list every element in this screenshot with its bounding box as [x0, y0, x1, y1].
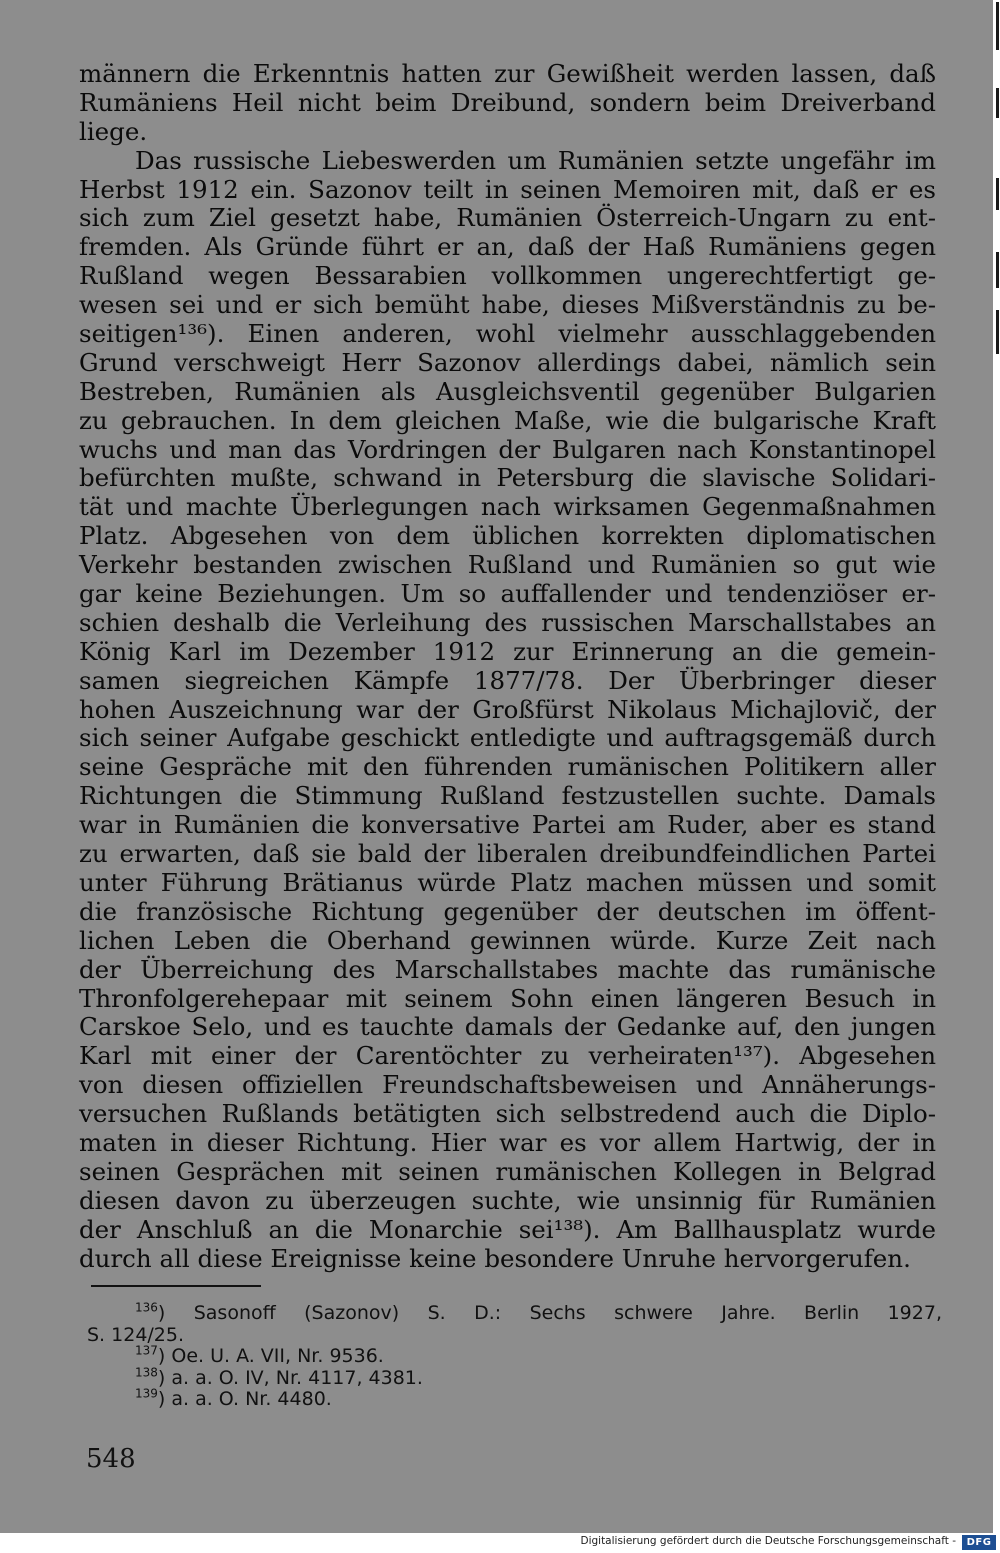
footnote-continuation: S. 124/25. — [87, 1323, 185, 1346]
footnote-number: 139 — [135, 1386, 158, 1401]
text-line: sich seiner Aufgabe geschickt entledigte und auftragsgemäß durch — [79, 723, 936, 753]
text-line: die französische Richtung gegenüber der deutschen im öffent- — [79, 896, 936, 926]
text-line: sich zum Ziel gesetzt habe, Rumänien Österreich-Ungarn zu ent- — [79, 203, 936, 233]
text-line: unter Führung Brätianus würde Platz machen müssen und somit — [79, 867, 936, 897]
text-line: von diesen offiziellen Freundschaftsbeweisen und Annäherungs- — [79, 1070, 936, 1100]
text-line: Richtungen die Stimmung Rußland festzustellen suchte. Damals — [79, 781, 936, 811]
text-line: wesen sei und er sich bemüht habe, dieses Mißverständnis zu be- — [79, 290, 936, 320]
page-number: 548 — [86, 1444, 136, 1474]
page-edge — [993, 0, 1000, 1533]
text-line: der Überreichung des Marschallstabes machte das rumänische — [79, 954, 936, 984]
text-line: zu gebrauchen. In dem gleichen Maße, wie die bulgarische Kraft — [79, 405, 936, 435]
edge-mark — [996, 310, 999, 354]
text-line: Verkehr bestanden zwischen Rußland und Rumänien so gut wie — [79, 550, 936, 580]
footnote-number: 137 — [135, 1343, 158, 1358]
edge-mark — [996, 252, 999, 288]
text-line: durch all diese Ereignisse keine besondere Unruhe hervorgerufen. — [79, 1243, 911, 1273]
text-line: Platz. Abgesehen von dem üblichen korrekten diplomatischen — [79, 521, 936, 551]
text-line: samen siegreichen Kämpfe 1877/78. Der Überbringer dieser — [79, 665, 936, 695]
text-line: lichen Leben die Oberhand gewinnen würde. Kurze Zeit nach — [79, 925, 936, 955]
text-line: Herbst 1912 ein. Sazonov teilt in seinen Memoiren mit, daß er es — [79, 174, 936, 204]
footnote-text: ) Sasonoff (Sazonov) S. D.: Sechs schwere Jahre. Berlin 1927, — [157, 1302, 942, 1324]
text-line: schien deshalb die Verleihung des russischen Marschallstabes an — [79, 607, 936, 637]
text-line: hohen Auszeichnung war der Großfürst Nikolaus Michajlovič, der — [79, 694, 936, 724]
text-line: gar keine Beziehungen. Um so auffallender und tendenziöser er- — [79, 579, 936, 609]
footnote-text: ) a. a. O. IV, Nr. 4117, 4381. — [157, 1366, 423, 1389]
text-line: fremden. Als Gründe führt er an, daß der Haß Rumäniens gegen — [79, 232, 936, 262]
text-line: Bestreben, Rumänien als Ausgleichsventil gegenüber Bulgarien — [79, 376, 936, 406]
digitization-credit: Digitalisierung gefördert durch die Deutsche Forschungsgemeinschaft - — [580, 1535, 956, 1547]
footnote-number: 136 — [135, 1300, 158, 1315]
footnote — [87, 1343, 942, 1368]
footnote — [87, 1365, 942, 1390]
dfg-logo: DFG — [962, 1535, 996, 1550]
text-line: seine Gespräche mit den führenden rumänischen Politikern aller — [79, 752, 936, 782]
text-line: seitigen¹³⁶). Einen anderen, wohl vielmehr ausschlaggebenden — [79, 319, 936, 349]
text-line: Rußland wegen Bessarabien vollkommen ungerechtfertigt ge- — [79, 261, 936, 291]
text-line: Grund verschweigt Herr Sazonov allerdings dabei, nämlich sein — [79, 347, 936, 377]
text-line: diesen davon zu überzeugen suchte, wie unsinnig für Rumänien — [79, 1185, 936, 1215]
text-line: Thronfolgerehepaar mit seinem Sohn einen längeren Besuch in — [79, 983, 936, 1013]
text-line: König Karl im Dezember 1912 zur Erinnerung an die gemein- — [79, 636, 936, 666]
text-line: maten in dieser Richtung. Hier war es vor allem Hartwig, der in — [79, 1127, 936, 1157]
text-line: versuchen Rußlands betätigten sich selbstredend auch die Diplo- — [79, 1099, 936, 1129]
text-line: liege. — [79, 116, 148, 146]
text-line: befürchten mußte, schwand in Petersburg die slavische Solidari- — [79, 463, 936, 493]
body-text — [79, 60, 936, 1273]
footnotes — [87, 1300, 942, 1411]
text-line: der Anschluß an die Monarchie sei¹³⁸). Am Ballhausplatz wurde — [79, 1214, 936, 1244]
footnote-text: ) a. a. O. Nr. 4480. — [157, 1388, 332, 1410]
footnote — [87, 1300, 942, 1325]
text-line: männern die Erkenntnis hatten zur Gewißheit werden lassen, daß — [79, 59, 936, 88]
footnote-number: 138 — [135, 1365, 158, 1380]
text-line: tät und machte Überlegungen nach wirksamen Gegenmaßnahmen — [79, 492, 936, 522]
edge-mark — [996, 2, 999, 50]
text-line: seinen Gesprächen mit seinen rumänischen Kollegen in Belgrad — [79, 1156, 936, 1186]
text-line: Carskoe Selo, und es tauchte damals der Gedanke auf, den jungen — [79, 1012, 936, 1042]
footnote-text: ) Oe. U. A. VII, Nr. 9536. — [157, 1345, 384, 1367]
footnote-rule — [91, 1285, 261, 1287]
edge-mark — [996, 88, 999, 118]
text-line: Karl mit einer der Carentöchter zu verheiraten¹³⁷). Abgesehen — [79, 1041, 936, 1071]
text-line: wuchs und man das Vordringen der Bulgaren nach Konstantinopel — [79, 434, 936, 464]
text-line: Rumäniens Heil nicht beim Dreibund, sondern beim Dreiverband — [79, 87, 936, 117]
text-line: zu erwarten, daß sie bald der liberalen dreibundfeindlichen Partei — [79, 839, 936, 869]
text-line: war in Rumänien die konversative Partei am Ruder, aber es stand — [79, 810, 936, 840]
text-line: Das russische Liebeswerden um Rumänien setzte ungefähr im — [135, 145, 936, 175]
footnote — [87, 1386, 942, 1411]
edge-mark — [996, 178, 999, 210]
